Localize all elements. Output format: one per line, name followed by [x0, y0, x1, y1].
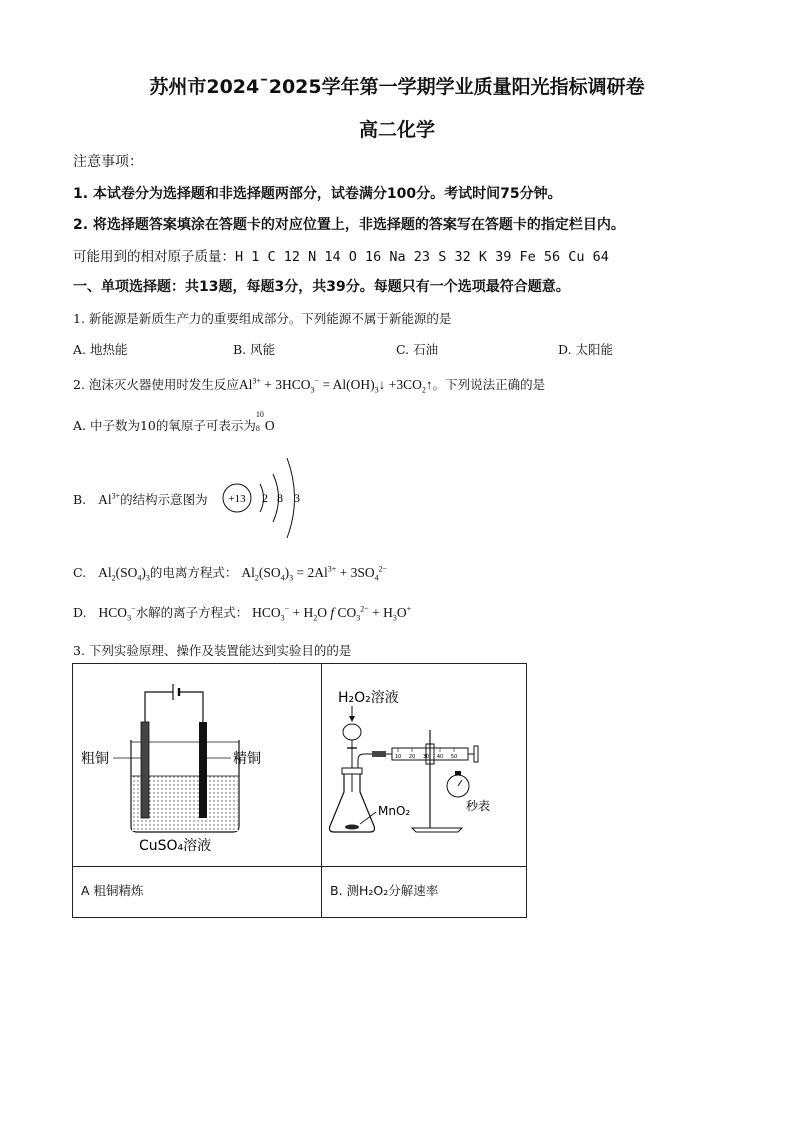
q2-option-d-equation: $HCO_3^- + H_2O$ f $CO_3^{2-} + H_3O^+$: [252, 604, 412, 623]
shell-electrons-1: 2: [262, 491, 268, 505]
solution-label: CuSO₄溶液: [139, 838, 212, 854]
q2-option-b-ion: $Al^{3+}$: [98, 491, 121, 507]
q2-stem-prefix: 2. 泡沫灭火器使用时发生反应: [73, 377, 239, 392]
q2-option-d-label: D.: [73, 605, 87, 620]
q2-option-a: [73, 410, 278, 434]
syringe-plunger-end: [474, 746, 478, 762]
q2-stem-suffix: 。下列说法正确的是: [432, 377, 546, 392]
nucleus-charge: +13: [228, 493, 246, 505]
q1-option-b: B. 风能: [233, 342, 276, 357]
q2-option-a-nuclide: 10 8 O: [255, 410, 275, 433]
mno2-leader: [360, 812, 376, 824]
q3-stem: 3. 下列实验原理、操作及装置能达到实验目的的是: [73, 643, 352, 658]
q2-option-c-compound: $Al_2(SO_4)_3$: [98, 565, 150, 583]
q2-option-c-label: C.: [73, 565, 87, 580]
q2-reaction-equation: $Al^{3+} + 3HCO_3^-$ = $Al(OH)_3↓$ $+3CO_2↑$: [238, 376, 433, 395]
q2-option-c-equation: $Al_2(SO_4)_3 = 2Al^{3+} + 3SO_4^{2-}$: [241, 564, 388, 583]
q2-option-c: [73, 563, 387, 583]
wire-left: [145, 692, 173, 726]
page-title: 苏州市2024¯2025学年第一学期学业质量阳光指标调研卷: [149, 76, 645, 98]
mno2-label: MnO₂: [378, 804, 411, 818]
q1-stem: 1. 新能源是新质生产力的重要组成部分。下列能源不属于新能源的是: [73, 311, 452, 326]
decomposition-rate-apparatus-figure: [322, 664, 526, 862]
atomic-masses: 可能用到的相对原子质量：H 1 C 12 N 14 O 16 Na 23 S 32 K 39 Fe 56 Cu 64: [73, 249, 609, 265]
syringe-tick-label: 10: [394, 754, 402, 760]
notes-heading: 注意事项：: [73, 154, 143, 170]
syringe-tick-label: 40: [436, 754, 444, 760]
syringe-tick-label: 20: [408, 754, 416, 760]
notes-item-2: 2. 将选择题答案填涂在答题卡的对应位置上，非选择题的答案写在答题卡的指定栏目内。: [73, 217, 625, 233]
q1-option-a: A. 地热能: [73, 342, 128, 357]
q2-option-b-text: 的结构示意图为: [120, 492, 208, 507]
q3-option-a-cell: [73, 867, 322, 918]
rubber-connector: [372, 751, 386, 757]
q2-option-d-ion: $HCO_3^-$: [98, 604, 136, 623]
q2-option-a-text: A. 中子数为10的氧原子可表示为: [73, 418, 256, 433]
q3-option-a-caption: A 粗铜精炼: [81, 883, 144, 898]
q3-option-b-caption: B. 测H₂O₂分解速率: [330, 883, 439, 898]
timer-label: 秒表: [466, 799, 491, 813]
h2o2-label: H₂O₂溶液: [338, 690, 399, 706]
q2-option-c-text: 的电离方程式：: [149, 565, 238, 580]
q3-options-table: [72, 663, 527, 918]
syringe-tick-label: 30: [422, 754, 430, 760]
h2o2-arrowhead: [349, 716, 355, 722]
q2-option-b: [73, 490, 208, 508]
pure-copper-label: 精铜: [233, 751, 261, 767]
notes-item-1: 1. 本试卷分为选择题和非选择题两部分，试卷满分100分。考试时间75分钟。: [73, 186, 562, 202]
electrolysis-apparatus-figure: [73, 664, 321, 862]
mno2-powder: [345, 825, 359, 830]
q3-figure-a-cell: [73, 664, 322, 867]
shell-electrons-2: 8: [277, 491, 283, 505]
retort-stand-base: [412, 828, 462, 832]
page-subtitle: 高二化学: [358, 119, 435, 141]
shell-electrons-3: 3: [294, 491, 300, 505]
q3-figure-b-cell: [322, 664, 527, 867]
wire-right: [179, 692, 203, 724]
section-heading: 一、单项选择题：共13题，每题3分，共39分。每题只有一个选项最符合题意。: [73, 279, 570, 295]
q3-option-b-cell: [322, 867, 527, 918]
q2-option-d: [73, 603, 411, 623]
stopwatch-button: [455, 771, 461, 775]
syringe-tick-label: 50: [450, 754, 458, 760]
separatory-funnel: [343, 724, 361, 740]
crude-copper-electrode: [141, 722, 149, 818]
pure-copper-electrode: [199, 722, 207, 818]
q2-option-d-text: 水解的离子方程式：: [135, 605, 249, 620]
flask-stopper: [342, 768, 362, 774]
q1-option-c: C. 石油: [396, 342, 439, 357]
q2-option-b-atom-diagram: [218, 450, 308, 546]
crude-copper-label: 粗铜: [81, 751, 109, 767]
q1-option-d: D. 太阳能: [558, 342, 614, 357]
q2-stem: [73, 375, 545, 395]
q2-option-b-label: B.: [73, 492, 87, 507]
